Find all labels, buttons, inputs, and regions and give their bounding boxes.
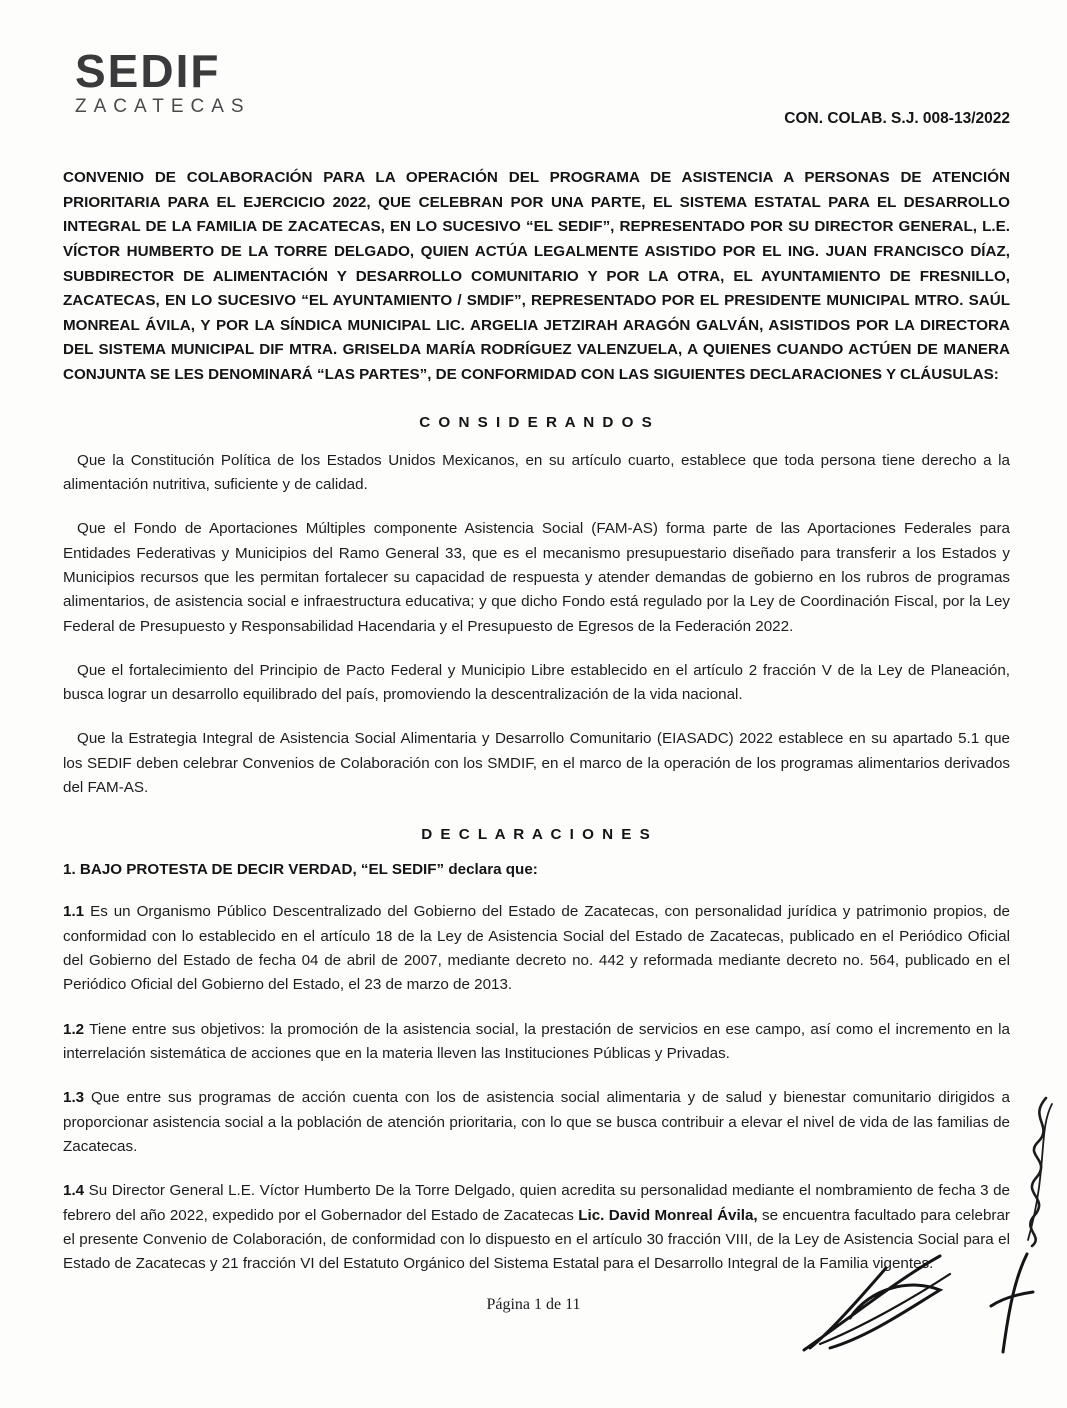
declaracion-item-1-3 — [63, 1086, 1010, 1159]
declaracion-item-1-1 — [63, 900, 1010, 997]
logo-subtitle: ZACATECAS — [75, 96, 251, 117]
considerandos-heading: C O N S I D E R A N D O S — [419, 413, 654, 431]
intro-paragraph: CONVENIO DE COLABORACIÓN PARA LA OPERACIÓN DEL PROGRAMA DE ASISTENCIA A PERSONAS DE ATENCIÓN PRIORITARIA PARA EL EJERCICIO 2022, QUE CELEBRAN POR UNA PARTE, EL SISTEMA ESTATAL PARA EL DESARROLLO INTEGRAL DE LA FAMILIA DE ZACATECAS, EN LO SUCESIVO “EL SEDIF”, REPRESENTADO POR SU DIRECTOR GENERAL, L.E. VÍCTOR HUMBERTO DE LA TORRE DELGADO, QUIEN ACTÚA LEGALMENTE ASISTIDO POR EL ING. JUAN FRANCISCO DÍAZ, SUBDIRECTOR DE ALIMENTACIÓN Y DESARROLLO COMUNITARIO Y POR LA OTRA, EL AYUNTAMIENTO DE FRESNILLO, ZACATECAS, EN LO SUCESIVO “EL AYUNTAMIENTO / SMDIF”, REPRESENTADO POR EL PRESIDENTE MUNICIPAL MTRO. SAÚL MONREAL ÁVILA, Y POR LA SÍNDICA MUNICIPAL LIC. ARGELIA JETZIRAH ARAGÓN GALVÁN, ASISTIDOS POR LA DIRECTORA DEL SISTEMA MUNICIPAL DIF MTRA. GRISELDA MARÍA RODRÍGUEZ VALENZUELA, A QUIENES CUANDO ACTÚEN DE MANERA CONJUNTA SE LES DENOMINARÁ “LAS PARTES”, DE CONFORMIDAD CON LAS SIGUIENTES DECLARACIONES Y CLÁUSULAS: — [63, 169, 1010, 383]
declaraciones-lead: 1. BAJO PROTESTA DE DECIR VERDAD, “EL SEDIF” declara que: — [63, 861, 538, 879]
declaracion-text: Es un Organismo Público Descentralizado del Gobierno del Estado de Zacatecas, con personalidad jurídica y patrimonio propios, de conformidad con lo establecido en el artículo 18 de la Ley de Asistencia Social del Estado de Zacatecas, publicado en el Periódico Oficial del Gobierno del Estado de fecha 04 de abril de 2007, mediante decreto no. 442 y reformada mediante decreto no. 564, publicado en el Periódico Oficial del Gobierno del Estado, el 23 de marzo de 2013. — [63, 903, 1010, 994]
considerando-paragraph: Que el Fondo de Aportaciones Múltiples componente Asistencia Social (FAM-AS) forma parte de las Aportaciones Federales para Entidades Federativas y Municipios del Ramo General 33, que es el mecanismo presupuestario diseñado para transferir a los Estados y Municipios recursos que les permitan fortalecer su capacidad de respuesta y atender demandas de gobierno en los rubros de programas alimentarios, de asistencia social e infraestructura educativa; y que dicho Fondo está regulado por la Ley de Coordinación Fiscal, por la Ley Federal de Presupuesto y Responsabilidad Hacendaria y el Presupuesto de Egresos de la Federación 2022. — [63, 520, 1010, 635]
page-footer: Página 1 de 11 — [486, 1296, 581, 1313]
signature-scribble-vertical — [1008, 1090, 1063, 1250]
declaracion-text: Su Director General L.E. Víctor Humberto De la Torre Delgado, quien acredita su personalidad mediante el nombramiento de fecha 3 de febrero del año 2022, expedido por el Gobernador del Estado de Zacatecas — [63, 1182, 1010, 1224]
declaracion-item-1-2 — [63, 1018, 1010, 1067]
declaracion-item-1-4 — [63, 1179, 1010, 1276]
declaracion-number: 1.1 — [63, 903, 85, 921]
logo-wordmark: SEDIF — [75, 45, 221, 97]
considerando-paragraph: Que la Constitución Política de los Estados Unidos Mexicanos, en su artículo cuarto, establece que toda persona tiene derecho a la alimentación nutritiva, suficiente y de calidad. — [63, 451, 1010, 493]
declaracion-number: 1.3 — [63, 1089, 85, 1107]
considerando-paragraph: Que la Estrategia Integral de Asistencia Social Alimentaria y Desarrollo Comunitario (EIASADC) 2022 establece en su apartado 5.1 que los SEDIF deben celebrar Convenios de Colaboración con los SMDIF, en el marco de la operación de los programas alimentarios derivados del FAM-AS. — [63, 730, 1010, 797]
document-content — [63, 0, 1010, 1296]
declaracion-text: Que entre sus programas de acción cuenta con los de asistencia social alimentaria y de salud y bienestar comunitario dirigidos a proporcionar asistencia social a la población de atención prioritaria, con lo que se busca contribuir a elevar el nivel de vida de las familias de Zacatecas. — [63, 1089, 1010, 1155]
declaraciones-heading: D E C L A R A C I O N E S — [421, 826, 652, 844]
declaracion-text: Tiene entre sus objetivos: la promoción de la asistencia social, la prestación de servicios en ese campo, así como el incremento en la interrelación sistemática de acciones que en la materia lleven las Instituciones Públicas y Privadas. — [63, 1020, 1010, 1062]
declaracion-text: se encuentra facultado para celebrar el presente Convenio de Colaboración, de conformidad con lo dispuesto en el artículo 30 fracción VIII, de la Ley de Asistencia Social para el Estado de Zacatecas y 21 fracción VI del Estatuto Orgánico del Sistema Estatal para el Desarrollo Integral de la Familia vigentes. — [63, 1206, 1010, 1273]
sedif-logo — [75, 45, 295, 118]
declaracion-number: 1.2 — [63, 1020, 85, 1038]
reference-number: CON. COLAB. S.J. 008-13/2022 — [784, 110, 1010, 127]
considerando-paragraph: Que el fortalecimiento del Principio de Pacto Federal y Municipio Libre establecido en el artículo 2 fracción V de la Ley de Planeación, busca lograr un desarrollo equilibrado del país, promoviendo la descentralización de la vida nacional. — [63, 661, 1010, 704]
declaracion-number: 1.4 — [63, 1182, 85, 1200]
governor-name: Lic. David Monreal Ávila, — [578, 1206, 758, 1224]
